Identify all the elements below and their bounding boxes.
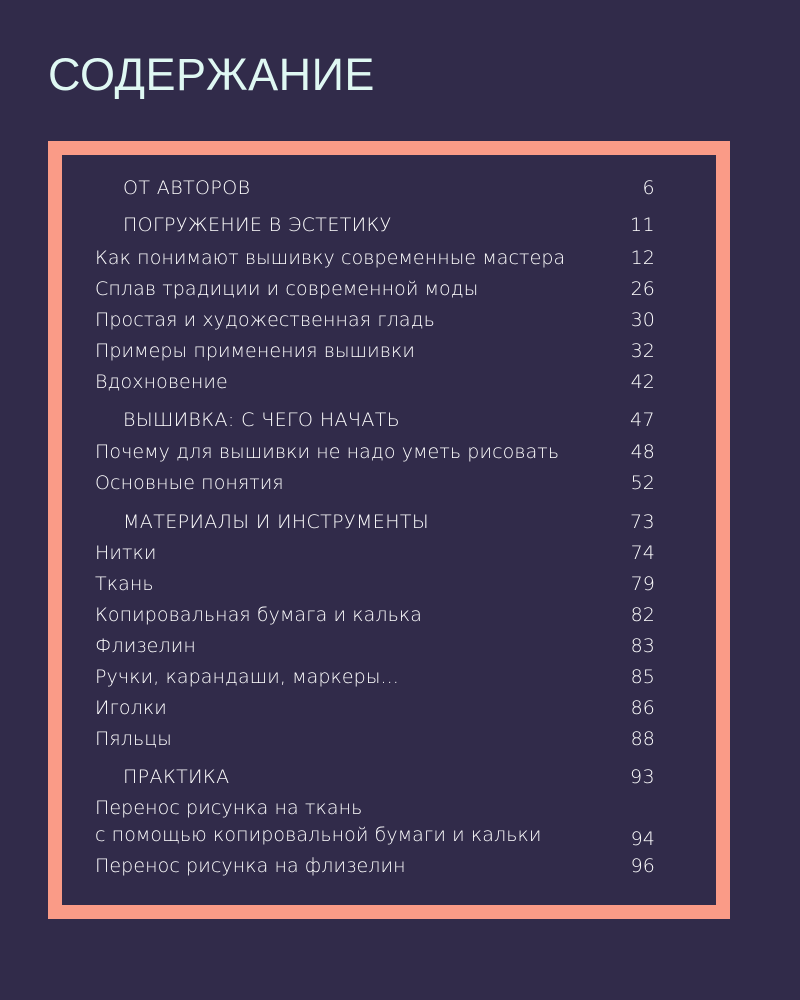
toc-label: ПРАКТИКА: [123, 766, 230, 788]
toc-label-line: Перенос рисунка на ткань: [95, 797, 363, 819]
toc-section-from-authors[interactable]: [95, 179, 655, 198]
toc-item[interactable]: [95, 443, 655, 462]
toc-label: Как понимают вышивку современные мастера: [95, 247, 566, 269]
toc-label: Сплав традиции и современной моды: [95, 278, 479, 300]
toc-page-number: 74: [630, 542, 655, 564]
toc-label: Примеры применения вышивки: [95, 340, 416, 362]
toc-item[interactable]: [95, 668, 655, 687]
toc-label: Иголки: [95, 697, 167, 719]
page-title: СОДЕРЖАНИЕ: [48, 49, 375, 100]
toc-item[interactable]: [95, 606, 655, 625]
toc-item[interactable]: [95, 575, 655, 594]
toc-page-number: 93: [630, 766, 655, 788]
toc-page-number: 88: [630, 728, 655, 750]
toc-page-number: 42: [630, 371, 655, 393]
toc-label: Ткань: [95, 573, 154, 595]
toc-item[interactable]: [95, 699, 655, 718]
toc-label: ПОГРУЖЕНИЕ В ЭСТЕТИКУ: [123, 214, 392, 236]
toc-label: Копировальная бумага и калька: [95, 604, 423, 626]
toc-label: МАТЕРИАЛЫ И ИНСТРУМЕНТЫ: [123, 511, 430, 533]
toc-item[interactable]: [95, 730, 655, 749]
toc-item[interactable]: [95, 637, 655, 656]
toc-page-number: 6: [642, 177, 655, 199]
toc-page-number: 52: [630, 472, 655, 494]
toc-label: Простая и художественная гладь: [95, 309, 435, 331]
toc-label: Флизелин: [95, 635, 196, 657]
toc-section-aesthetics[interactable]: [95, 216, 655, 235]
toc-label: [95, 795, 542, 849]
toc-section-practice[interactable]: [95, 768, 655, 787]
toc-item[interactable]: [95, 342, 655, 361]
toc-item[interactable]: [95, 795, 655, 849]
toc-label: Основные понятия: [95, 472, 284, 494]
toc-page-number: 73: [630, 511, 655, 533]
toc-page-number: 26: [630, 278, 655, 300]
toc-label: Вдохновение: [95, 371, 228, 393]
toc-label: ОТ АВТОРОВ: [123, 177, 251, 199]
toc-label: Нитки: [95, 542, 157, 564]
toc-item[interactable]: [95, 857, 655, 876]
toc-page-number: 86: [630, 697, 655, 719]
toc-page-number: 83: [630, 635, 655, 657]
toc-page-number: 94: [630, 828, 655, 850]
toc-page-number: 79: [630, 573, 655, 595]
toc-label: ВЫШИВКА: С ЧЕГО НАЧАТЬ: [123, 409, 401, 431]
toc-item[interactable]: [95, 280, 655, 299]
toc-label: Перенос рисунка на флизелин: [95, 855, 406, 877]
toc-page-number: 85: [630, 666, 655, 688]
toc-section-getting-started[interactable]: [95, 411, 655, 430]
toc-page-number: 11: [630, 214, 655, 236]
toc-page-number: 32: [630, 340, 655, 362]
toc-page-number: 82: [630, 604, 655, 626]
toc-item[interactable]: [95, 474, 655, 493]
toc-label: Почему для вышивки не надо уметь рисовать: [95, 441, 560, 463]
toc-page-number: 47: [630, 409, 655, 431]
toc-label: Пяльцы: [95, 728, 172, 750]
toc-item[interactable]: [95, 544, 655, 563]
toc-page-number: 30: [630, 309, 655, 331]
toc-page-number: 12: [630, 247, 655, 269]
toc-label-line: с помощью копировальной бумаги и кальки: [95, 824, 542, 846]
toc-item[interactable]: [95, 311, 655, 330]
toc-label: Ручки, карандаши, маркеры...: [95, 666, 399, 688]
toc-item[interactable]: [95, 373, 655, 392]
toc-section-materials[interactable]: [95, 513, 655, 532]
toc-page-number: 96: [630, 855, 655, 877]
toc-page-number: 48: [630, 441, 655, 463]
toc-item[interactable]: [95, 249, 655, 268]
